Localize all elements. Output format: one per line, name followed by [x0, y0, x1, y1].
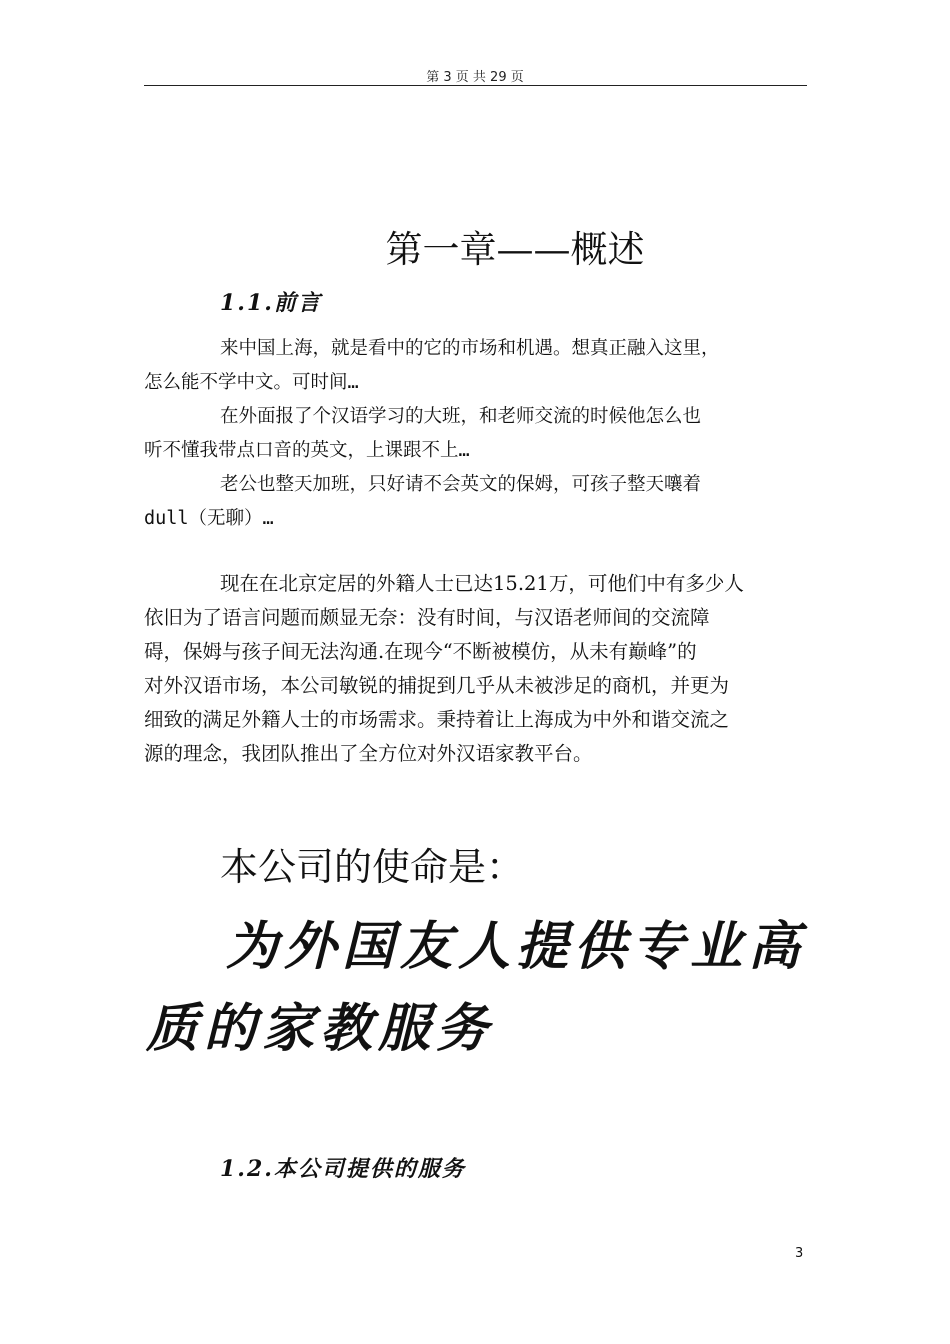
mission-statement-line2: 质的家教服务 [146, 998, 495, 1059]
section-heading-services: 1.2.本公司提供的服务 [220, 1156, 466, 1182]
section-heading-preface: 1.1.前言 [220, 290, 322, 316]
paragraph-line: 依旧为了语言问题而颇显无奈：没有时间，与汉语老师间的交流障 [144, 606, 710, 629]
paragraph-line: 来中国上海，就是看中的它的市场和机遇。想真正融入这里， [220, 338, 720, 359]
paragraph-line: 源的理念，我团队推出了全方位对外汉语家教平台。 [144, 742, 593, 765]
paragraph-line: 碍，保姆与孩子间无法沟通.在现今“不断被模仿，从未有巅峰”的 [144, 640, 697, 663]
paragraph-line: dull（无聊）… [144, 508, 274, 529]
paragraph-line: 听不懂我带点口音的英文，上课跟不上… [144, 440, 470, 461]
page-header-info: 第 3 页 共 29 页 [426, 70, 524, 85]
page-number: 3 [795, 1246, 804, 1261]
paragraph-line: 对外汉语市场，本公司敏锐的捕捉到几乎从未被涉足的商机，并更为 [144, 674, 730, 697]
paragraph-line: 老公也整天加班，只好请不会英文的保姆，可孩子整天嚷着 [220, 474, 702, 495]
paragraph-line: 细致的满足外籍人士的市场需求。秉持着让上海成为中外和谐交流之 [144, 708, 730, 731]
mission-intro: 本公司的使命是： [220, 845, 525, 889]
paragraph-line: 怎么能不学中文。可时间… [144, 372, 359, 393]
paragraph-line: 在外面报了个汉语学习的大班，和老师交流的时候他怎么也 [220, 406, 702, 427]
header-rule [144, 85, 807, 86]
mission-statement-line1: 为外国友人提供专业高 [226, 916, 807, 977]
paragraph-line: 现在在北京定居的外籍人士已达15.21万，可他们中有多少人 [220, 572, 744, 595]
chapter-title: 第一章——概述 [385, 228, 645, 271]
